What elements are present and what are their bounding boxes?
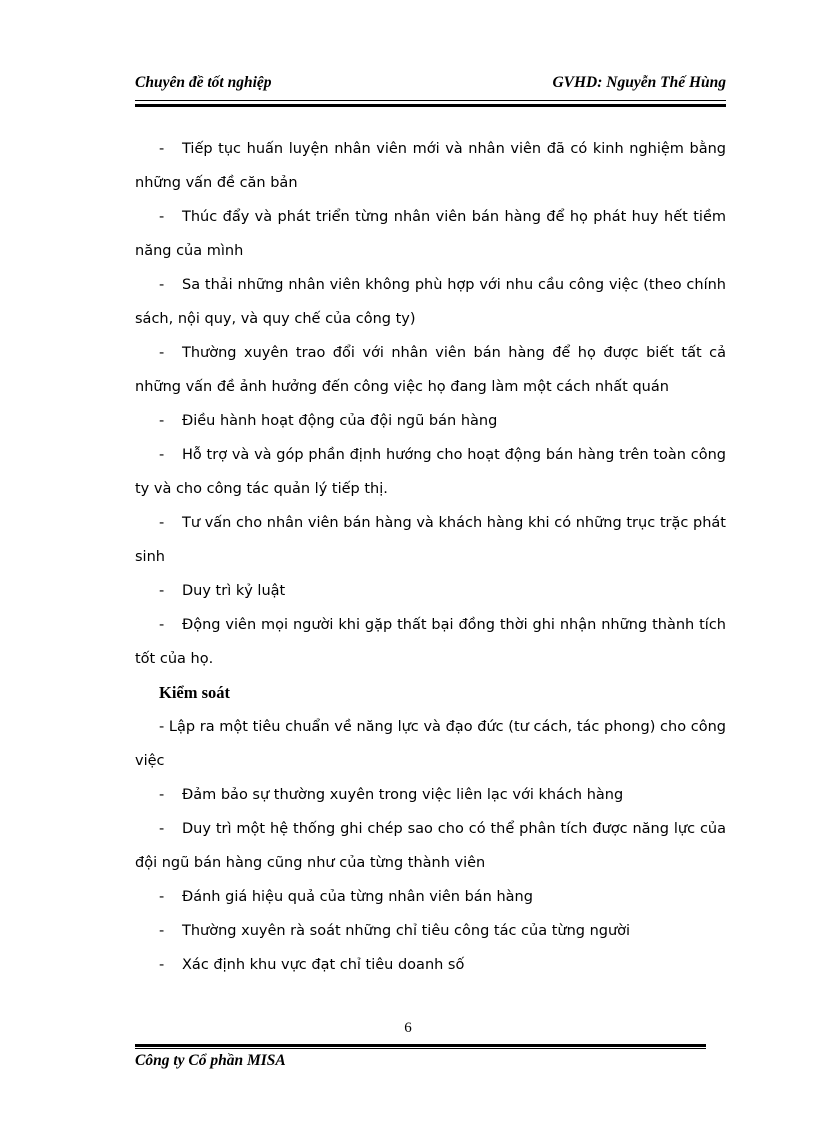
list-item-text: Duy trì kỷ luật — [182, 583, 286, 599]
list-item — [135, 608, 726, 676]
bullet-dash: - — [159, 787, 165, 803]
document-body — [135, 132, 726, 982]
list-item-text: Điều hành hoạt động của đội ngũ bán hàng — [182, 413, 498, 429]
footer-rule-thick — [135, 1044, 706, 1047]
header-supervisor: GVHD: Nguyễn Thế Hùng — [552, 74, 726, 91]
list-item-text: Tiếp tục huấn luyện nhân viên mới và nhân viên đã có kinh nghiệm bằng những vấn đề căn bản — [135, 141, 726, 191]
list-item — [135, 914, 726, 948]
bullet-dash: - — [159, 821, 165, 837]
list-item — [135, 948, 726, 982]
bullet-dash: - — [159, 413, 165, 429]
list-item — [135, 132, 726, 200]
bullet-dash: - — [159, 923, 165, 939]
page-number: 6 — [404, 1020, 412, 1036]
list-item-text: Tư vấn cho nhân viên bán hàng và khách hàng khi có những trục trặc phát sinh — [135, 515, 726, 565]
bullet-dash: - — [159, 583, 165, 599]
list-item-text: - Lập ra một tiêu chuẩn về năng lực và đạo đức (tư cách, tác phong) cho công việc — [135, 719, 726, 769]
list-item — [135, 268, 726, 336]
section-heading: Kiểm soát — [159, 683, 231, 702]
list-item — [135, 438, 726, 506]
list-item-text: Xác định khu vực đạt chỉ tiêu doanh số — [182, 957, 465, 973]
footer-rule-thin — [135, 1048, 706, 1049]
list-item-text: Thường xuyên trao đổi với nhân viên bán hàng để họ được biết tất cả những vấn đề ảnh hưởng đến công việc họ đang làm một cách nhất quán — [135, 345, 726, 395]
bullet-dash: - — [159, 141, 165, 157]
bullet-dash: - — [159, 345, 165, 361]
footer-company: Công ty Cổ phần MISA — [135, 1052, 286, 1069]
list-item-text: Động viên mọi người khi gặp thất bại đồng thời ghi nhận những thành tích tốt của họ. — [135, 617, 726, 667]
list-item — [135, 710, 726, 778]
header-rule-thin — [135, 100, 726, 101]
bullet-dash: - — [159, 447, 165, 463]
list-item — [135, 880, 726, 914]
bullet-dash: - — [159, 617, 165, 633]
header-document-type: Chuyên đề tốt nghiệp — [135, 74, 272, 91]
list-item — [135, 200, 726, 268]
list-item-text: Thường xuyên rà soát những chỉ tiêu công tác của từng người — [182, 923, 631, 939]
list-item — [135, 812, 726, 880]
header-rule-thick — [135, 104, 726, 107]
list-item — [135, 336, 726, 404]
bullet-dash: - — [159, 277, 165, 293]
list-item-text: Sa thải những nhân viên không phù hợp với nhu cầu công việc (theo chính sách, nội quy, và quy chế của công ty) — [135, 277, 726, 327]
list-item-text: Đảm bảo sự thường xuyên trong việc liên lạc với khách hàng — [182, 787, 624, 803]
list-item — [135, 404, 726, 438]
page-header — [135, 74, 726, 100]
list-item — [135, 778, 726, 812]
list-item — [135, 574, 726, 608]
list-item-text: Hỗ trợ và và góp phần định hướng cho hoạt động bán hàng trên toàn công ty và cho công tác quản lý tiếp thị. — [135, 447, 726, 497]
bullet-dash: - — [159, 209, 165, 225]
list-item-text: Đánh giá hiệu quả của từng nhân viên bán hàng — [182, 889, 533, 905]
bullet-dash: - — [159, 515, 165, 531]
bullet-dash: - — [159, 957, 165, 973]
list-item-text: Duy trì một hệ thống ghi chép sao cho có thể phân tích được năng lực của đội ngũ bán hàng cũng như của từng thành viên — [135, 821, 726, 871]
list-item-text: Thúc đẩy và phát triển từng nhân viên bán hàng để họ phát huy hết tiềm năng của mình — [135, 209, 726, 259]
bullet-dash: - — [159, 889, 165, 905]
list-item — [135, 506, 726, 574]
